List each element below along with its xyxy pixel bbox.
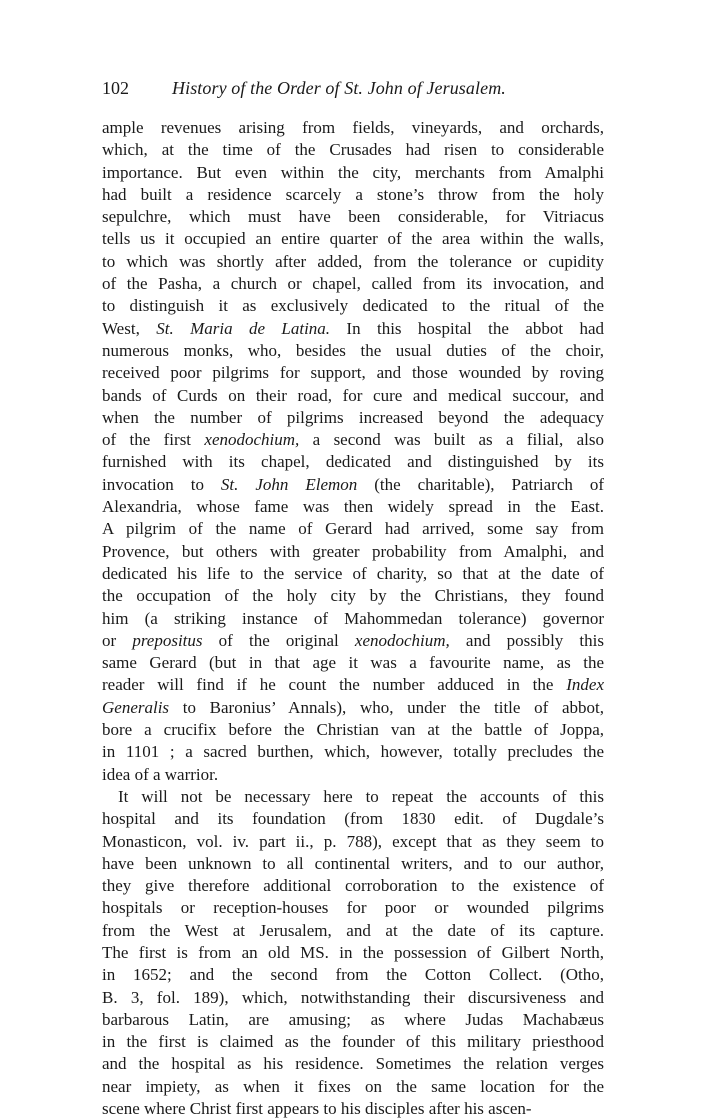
- text-run: of the original: [202, 630, 355, 650]
- text-run: B. 3, fol. 189), which, notwithstanding their discursiveness and: [102, 987, 604, 1007]
- text-run: of the Pasha, a church or chapel, called from its invocation, and: [102, 274, 604, 294]
- text-run: which, at the time of the Crusades had risen to considerable: [102, 140, 604, 160]
- text-line: [102, 251, 604, 273]
- italic-run: xenodochium,: [354, 630, 450, 650]
- text-line: [102, 719, 604, 741]
- text-run: Monasticon, vol. iv. part ii., p. 788), except that as they seem to: [102, 831, 604, 851]
- text-run: hospitals or reception-houses for poor or wounded pilgrims: [102, 898, 604, 918]
- text-run: West,: [102, 318, 157, 338]
- text-line: [102, 630, 604, 652]
- text-line: [102, 162, 604, 184]
- text-run: near impiety, as when it fixes on the same location for the: [102, 1076, 604, 1096]
- text-run: ample revenues arising from fields, vineyards, and orchards,: [102, 118, 604, 137]
- text-run: furnished with its chapel, dedicated and distinguished by its: [102, 452, 604, 472]
- text-run: In this hospital the abbot had: [330, 318, 604, 338]
- text-line: [102, 741, 604, 763]
- text-line: [102, 585, 604, 607]
- text-line: [102, 496, 604, 518]
- text-run: reader will find if he count the number adduced in the: [102, 675, 567, 695]
- italic-run: St. John Elemon: [220, 474, 358, 494]
- text-line: [102, 206, 604, 228]
- text-line: [102, 652, 604, 674]
- italic-run: prepositus: [132, 630, 203, 650]
- italic-run: Index: [566, 675, 604, 695]
- text-line: [102, 318, 604, 340]
- text-run: to which was shortly after added, from the tolerance or cupidity: [102, 251, 604, 271]
- text-line: [102, 964, 604, 986]
- text-run: tells us it occupied an entire quarter of the area within the walls,: [102, 229, 604, 249]
- text-line: [102, 697, 604, 719]
- text-run: a second was built as a filial, also: [299, 430, 604, 450]
- text-run: same Gerard (but in that age it was a favourite name, as the: [102, 653, 604, 673]
- text-line: [102, 764, 604, 786]
- text-line: [102, 831, 604, 853]
- text-run: bands of Curds on their road, for cure and medical succour, and: [102, 385, 604, 405]
- text-run: sepulchre, which must have been considerable, for Vitriacus: [102, 207, 604, 227]
- text-line: [102, 295, 604, 317]
- text-line: [102, 385, 604, 407]
- text-run: of the first: [102, 430, 205, 450]
- text-line: [102, 920, 604, 942]
- text-run: had built a residence scarcely a stone’s throw from the holy: [102, 184, 604, 204]
- text-run: numerous monks, who, besides the usual duties of the choir,: [102, 340, 604, 360]
- text-line: [102, 608, 604, 630]
- text-run: barbarous Latin, are amusing; as where Judas Machabæus: [102, 1009, 604, 1029]
- page-number: 102: [102, 78, 129, 98]
- text-run: invocation to: [102, 474, 221, 494]
- text-line: [102, 541, 604, 563]
- text-line: [102, 1009, 604, 1031]
- text-line: [102, 117, 604, 139]
- text-line: [102, 563, 604, 585]
- text-line: [102, 451, 604, 473]
- text-run: and the hospital as his residence. Sometimes the relation verges: [102, 1054, 604, 1074]
- text-line: [102, 853, 604, 875]
- text-run: hospital and its foundation (from 1830 edit. of Dugdale’s: [102, 809, 604, 829]
- text-line: [102, 674, 604, 696]
- body-text: [102, 117, 604, 1120]
- italic-run: Generalis: [102, 697, 170, 717]
- text-line: [102, 808, 604, 830]
- text-run: Alexandria, whose fame was then widely spread in the East.: [102, 497, 604, 517]
- text-run: have been unknown to all continental writers, and to our author,: [102, 853, 604, 873]
- running-head: [102, 76, 604, 100]
- text-line: [102, 273, 604, 295]
- text-line: [102, 942, 604, 964]
- text-line: [102, 429, 604, 451]
- text-run: from the West at Jerusalem, and at the date of its capture.: [102, 920, 604, 940]
- text-line: [102, 228, 604, 250]
- text-line: [102, 786, 604, 808]
- running-title: History of the Order of St. John of Jerusalem.: [172, 78, 506, 98]
- text-run: in 1101 ; a sacred burthen, which, however, totally precludes the: [102, 742, 604, 762]
- text-run: in 1652; and the second from the Cotton Collect. (Otho,: [102, 965, 604, 985]
- text-run: and possibly this: [449, 630, 604, 650]
- text-line: [102, 875, 604, 897]
- text-line: [102, 474, 604, 496]
- text-run: they give therefore additional corroboration to the existence of: [102, 876, 604, 896]
- text-run: him (a striking instance of Mahommedan tolerance) governor: [102, 608, 604, 628]
- text-run: to distinguish it as exclusively dedicated to the ritual of the: [102, 296, 604, 316]
- text-line: [102, 518, 604, 540]
- text-line: [102, 362, 604, 384]
- text-line: [102, 1098, 604, 1120]
- text-line: [102, 1053, 604, 1075]
- text-line: [102, 139, 604, 161]
- text-run: dedicated his life to the service of charity, so that at the date of: [102, 563, 604, 583]
- text-line: [102, 1031, 604, 1053]
- text-run: (the charitable), Patriarch of: [357, 474, 604, 494]
- text-run: to Baronius’ Annals), who, under the title of abbot,: [169, 697, 604, 717]
- text-run: Provence, but others with greater probability from Amalphi, and: [102, 541, 604, 561]
- text-run: the occupation of the holy city by the Christians, they found: [102, 586, 604, 606]
- text-run: The first is from an old MS. in the possession of Gilbert North,: [102, 942, 604, 962]
- text-run: idea of a warrior.: [102, 764, 219, 784]
- text-run: bore a crucifix before the Christian van at the battle of Joppa,: [102, 720, 604, 740]
- text-run: A pilgrim of the name of Gerard had arrived, some say from: [102, 519, 604, 539]
- text-run: scene where Christ first appears to his disciples after his ascen-: [102, 1099, 532, 1119]
- text-run: importance. But even within the city, merchants from Amalphi: [102, 162, 604, 182]
- text-run: in the first is claimed as the founder of this military priesthood: [102, 1032, 604, 1052]
- text-line: [102, 184, 604, 206]
- text-run: or: [102, 630, 133, 650]
- text-line: [102, 1076, 604, 1098]
- text-line: [102, 340, 604, 362]
- italic-run: xenodochium,: [204, 430, 300, 450]
- text-line: [102, 407, 604, 429]
- text-line: [102, 987, 604, 1009]
- italic-run: St. Maria de Latina.: [156, 318, 331, 338]
- text-run: It will not be necessary here to repeat the accounts of this: [118, 786, 604, 806]
- text-line: [102, 897, 604, 919]
- text-run: when the number of pilgrims increased beyond the adequacy: [102, 407, 604, 427]
- text-run: received poor pilgrims for support, and those wounded by roving: [102, 363, 604, 383]
